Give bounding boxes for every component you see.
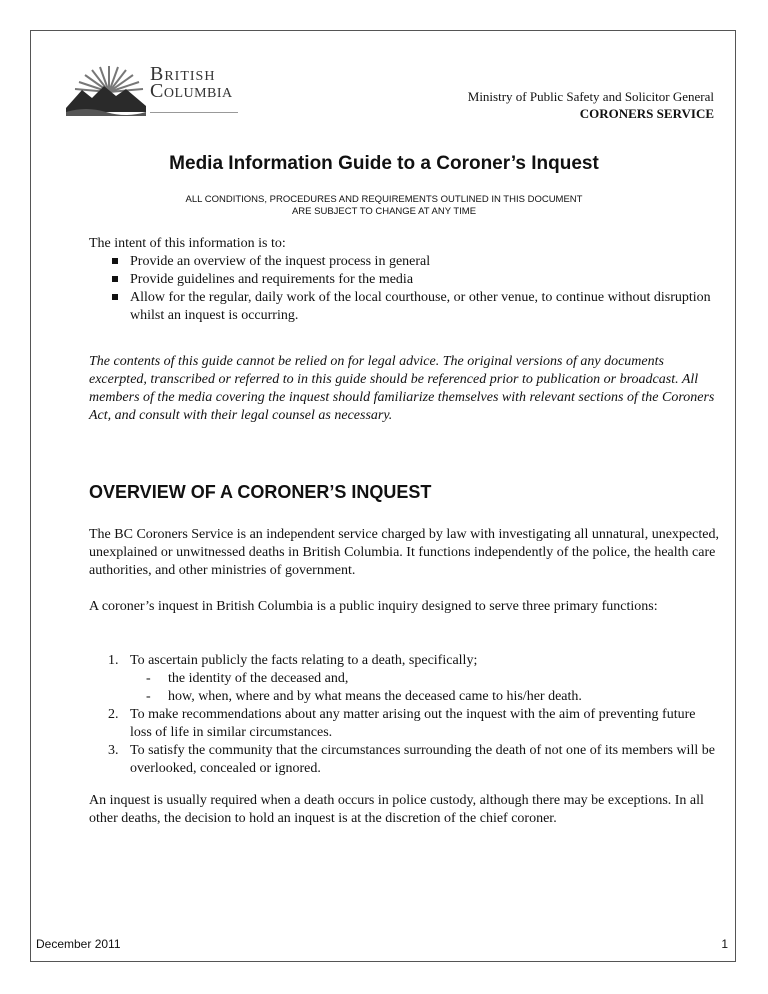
list-item: Provide an overview of the inquest process in general [108,253,718,271]
sub-list [130,670,718,706]
item-number: 2. [108,707,119,722]
notice-line-1: ALL CONDITIONS, PROCEDURES AND REQUIREMENTS OUTLINED IN THIS DOCUMENT [185,194,583,205]
legal-disclaimer: The contents of this guide cannot be relied on for legal advice. The original versions of any documents excerpted, transcribed or referred to in this guide should be referenced prior to publication or broadcast. All members of the media covering the inquest should familiarize themselves with relevant sections of the Coroners Act, and consult with their legal counsel as necessary. [89,354,715,423]
item-number: 1. [108,653,119,668]
ministry-name: Ministry of Public Safety and Solicitor General [467,89,714,104]
item-number: 3. [108,743,119,758]
section-heading: OVERVIEW OF A CORONER’S INQUEST [89,482,432,502]
logo-line-1: British [150,63,216,85]
ministry-header [468,88,714,122]
closing-paragraph: An inquest is usually required when a death occurs in police custody, although there may be exceptions. In all other deaths, the decision to hold an inquest is at the discretion of the chief coroner. [89,793,704,826]
logo-wordmark [150,63,233,102]
list-item [108,742,718,778]
sub-item: - the identity of the deceased and, [146,671,349,686]
list-item [108,652,718,706]
item-text: To ascertain publicly the facts relating to a death, specifically; [130,653,478,668]
bullet-icon [112,294,118,300]
sub-item: - how, when, where and by what means the deceased came to his/her death. [146,689,582,704]
overview-paragraph-1: The BC Coroners Service is an independent service charged by law with investigating all unnatural, unexpected, unexplained or unwitnessed deaths in British Columbia. It functions independently of the police, the health care authorities, and other ministries of government. [89,527,719,578]
bullet-icon [112,258,118,264]
list-item: Provide guidelines and requirements for the media [108,271,718,289]
page-number: 1 [721,937,728,951]
intent-list [108,253,718,325]
intro-text: The intent of this information is to: [89,236,286,251]
document-title: Media Information Guide to a Coroner’s Inquest [169,153,599,174]
logo-line-2: Columbia [150,80,233,102]
change-notice [0,194,768,218]
list-item [108,706,718,742]
footer-date: December 2011 [36,937,121,951]
service-name: CORONERS SERVICE [579,106,714,121]
functions-list [108,652,718,778]
list-item: Allow for the regular, daily work of the local courthouse, or other venue, to continue without disruption whilst an inquest is occurring. [108,289,718,325]
bullet-icon [112,276,118,282]
overview-paragraph-2: A coroner’s inquest in British Columbia is a public inquiry designed to serve three primary functions: [89,599,658,614]
dash-marker: - [146,671,151,686]
item-text: To satisfy the community that the circumstances surrounding the death of not one of its members will be overlooked, concealed or ignored. [130,743,715,776]
notice-line-2: ARE SUBJECT TO CHANGE AT ANY TIME [291,206,477,217]
item-text: To make recommendations about any matter arising out the inquest with the aim of preventing future loss of life in similar circumstances. [130,707,696,740]
logo-underline [150,112,238,113]
dash-marker: - [146,689,151,704]
